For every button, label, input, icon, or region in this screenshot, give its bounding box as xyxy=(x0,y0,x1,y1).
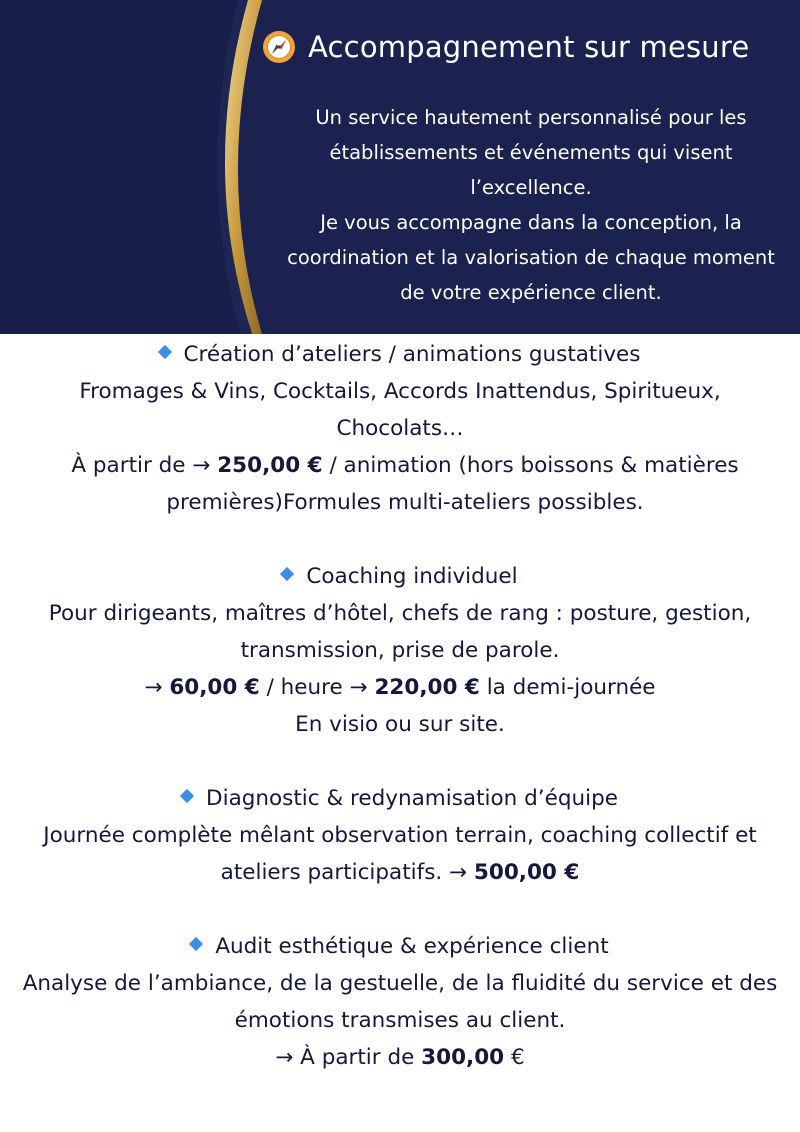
price-prefix: → À partir de xyxy=(275,1045,422,1070)
compass-icon xyxy=(262,30,296,64)
price-half-day: 220,00 € xyxy=(374,675,480,700)
price-suffix: la demi-journée xyxy=(479,675,656,700)
diamond-bullet-icon xyxy=(189,937,203,951)
service-price-line xyxy=(0,817,800,891)
service-title: Diagnostic & redynamisation d’équipe xyxy=(206,786,618,811)
intro-paragraph-2: Je vous accompagne dans la conception, la coordination et la valorisation de chaque moment de votre expérience client. xyxy=(287,211,775,304)
title-row xyxy=(262,30,782,64)
service-description: Pour dirigeants, maîtres d’hôtel, chefs de rang : posture, gestion, transmission, prise de parole. xyxy=(48,601,752,663)
price-suffix: € xyxy=(504,1045,525,1070)
price: 500,00 € xyxy=(473,860,580,885)
service-price-line xyxy=(0,669,800,706)
service-heading xyxy=(0,336,800,373)
header-banner xyxy=(0,0,800,334)
service-description: Fromages & Vins, Cocktails, Accords Inattendus, Spiritueux, Chocolats… xyxy=(79,379,721,441)
service-diagnostic xyxy=(0,780,800,891)
service-heading xyxy=(0,558,800,595)
service-coaching xyxy=(0,558,800,743)
price-hour: 60,00 € xyxy=(169,675,260,700)
service-audit xyxy=(0,928,800,1076)
service-ateliers xyxy=(0,336,800,521)
services-list xyxy=(0,336,800,1076)
service-description: Analyse de l’ambiance, de la gestuelle, de la fluidité du service et des émotions transmises au client. xyxy=(22,971,778,1033)
service-heading xyxy=(0,780,800,817)
service-price-line xyxy=(0,1039,800,1076)
service-heading xyxy=(0,928,800,965)
price-suffix: / animation (hors boissons & matières premières)Formules multi-ateliers possibles. xyxy=(166,453,739,515)
diamond-bullet-icon xyxy=(280,567,294,581)
service-note: En visio ou sur site. xyxy=(295,712,505,737)
diamond-bullet-icon xyxy=(180,789,194,803)
price-mid: / heure → xyxy=(259,675,375,700)
price-arrow: → xyxy=(144,675,170,700)
price-prefix: À partir de → xyxy=(71,453,218,478)
price: 300,00 xyxy=(421,1045,505,1070)
service-price-line xyxy=(0,447,800,521)
service-title: Coaching individuel xyxy=(306,564,518,589)
intro-text xyxy=(283,100,779,310)
service-description: Journée complète mêlant observation terrain, coaching collectif et ateliers participatifs. → xyxy=(43,823,757,885)
intro-paragraph-1: Un service hautement personnalisé pour les établissements et événements qui visent l’excellence. xyxy=(315,106,747,199)
service-title: Création d’ateliers / animations gustatives xyxy=(183,342,641,367)
price: 250,00 € xyxy=(217,453,323,478)
page-title: Accompagnement sur mesure xyxy=(308,30,750,64)
diamond-bullet-icon xyxy=(157,345,171,359)
service-title: Audit esthétique & expérience client xyxy=(215,934,609,959)
